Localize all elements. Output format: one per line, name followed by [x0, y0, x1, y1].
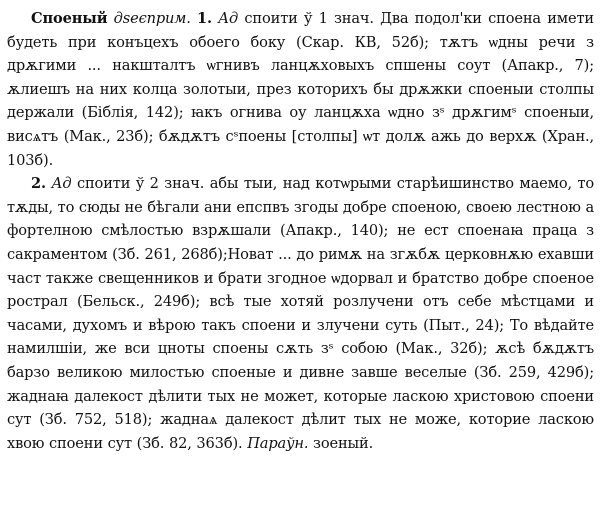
entry-sense-2-paragraph — [7, 172, 594, 455]
sense-definition: споити ў 1 знач. Два подол'ки споена имети будеть при конъцехъ обоего боку (Скар. КВ, 52б); тѫтъ ѡдны речи з дрѫгими ... накшталтъ ѡгнивъ ланцѫховыхъ спшены соут (Апакр., 7); ѫлиешъ на них колца золотыи, през которихъ бы дрѫжки споеныи столпы держали (Біблія, 142); ꙗкъ огнива оу ланцѫха ѡдно зˢ дрѫгимˢ споеныи, висѧтъ (Мак., 23б); бѫдѫтъ сˢпоены [столпы] ѡт долѫ ажь до верхѫ (Хран., 103б). — [7, 10, 594, 169]
cross-reference-label: Параўн. — [247, 434, 309, 452]
sense-label: Ад — [51, 175, 72, 193]
sense-label: Ад — [218, 10, 239, 27]
cross-reference: зоеный. — [313, 434, 374, 452]
entry-sense-1-paragraph — [7, 7, 594, 172]
sense-number: 1. — [196, 10, 212, 27]
sense-number: 2. — [31, 175, 46, 193]
sense-definition: споити ў 2 знач. абы тыи, над котѡрыми старѣишинство маемо, то тѫды, то сюды не бѣгали ани епспвъ згоды добре споеною, своею лестною а фортелною смѣлостью взрѫшали (Апакр., 140); не ест споенаꙗ праца з сакраментом (Зб. 261, 268б);Новат ... до римѫ на згѫбѫ церковнѫю ехавши част также свещенников и брати згодное ѡдорвал и братство добре споеное рострал (Бельск., 249б); всѣ тые хотяй розлучени отъ себе мѣстцами и часами, духомъ и вѣрою такъ споени и злучени суть (Пыт., 24); То вѣдайте намилшіи, же вси цноты споены сѫть зˢ собою (Мак., 32б); ѫсѣ бѫдѫтъ барзо великою милостью споеные и дивне завше веселые (Зб. 259, 429б); жаднаꙗ далекост дѣлити тых не может, которые ласкою христовою споени сут (Зб. 752, 518); жаднаѧ далекост дѣлит тых не може, которие ласкою хвою споени сут (Зб. 82, 363б). — [7, 175, 595, 452]
headword: Споеный — [31, 10, 108, 27]
part-of-speech: дѕеєприм. — [113, 10, 191, 27]
